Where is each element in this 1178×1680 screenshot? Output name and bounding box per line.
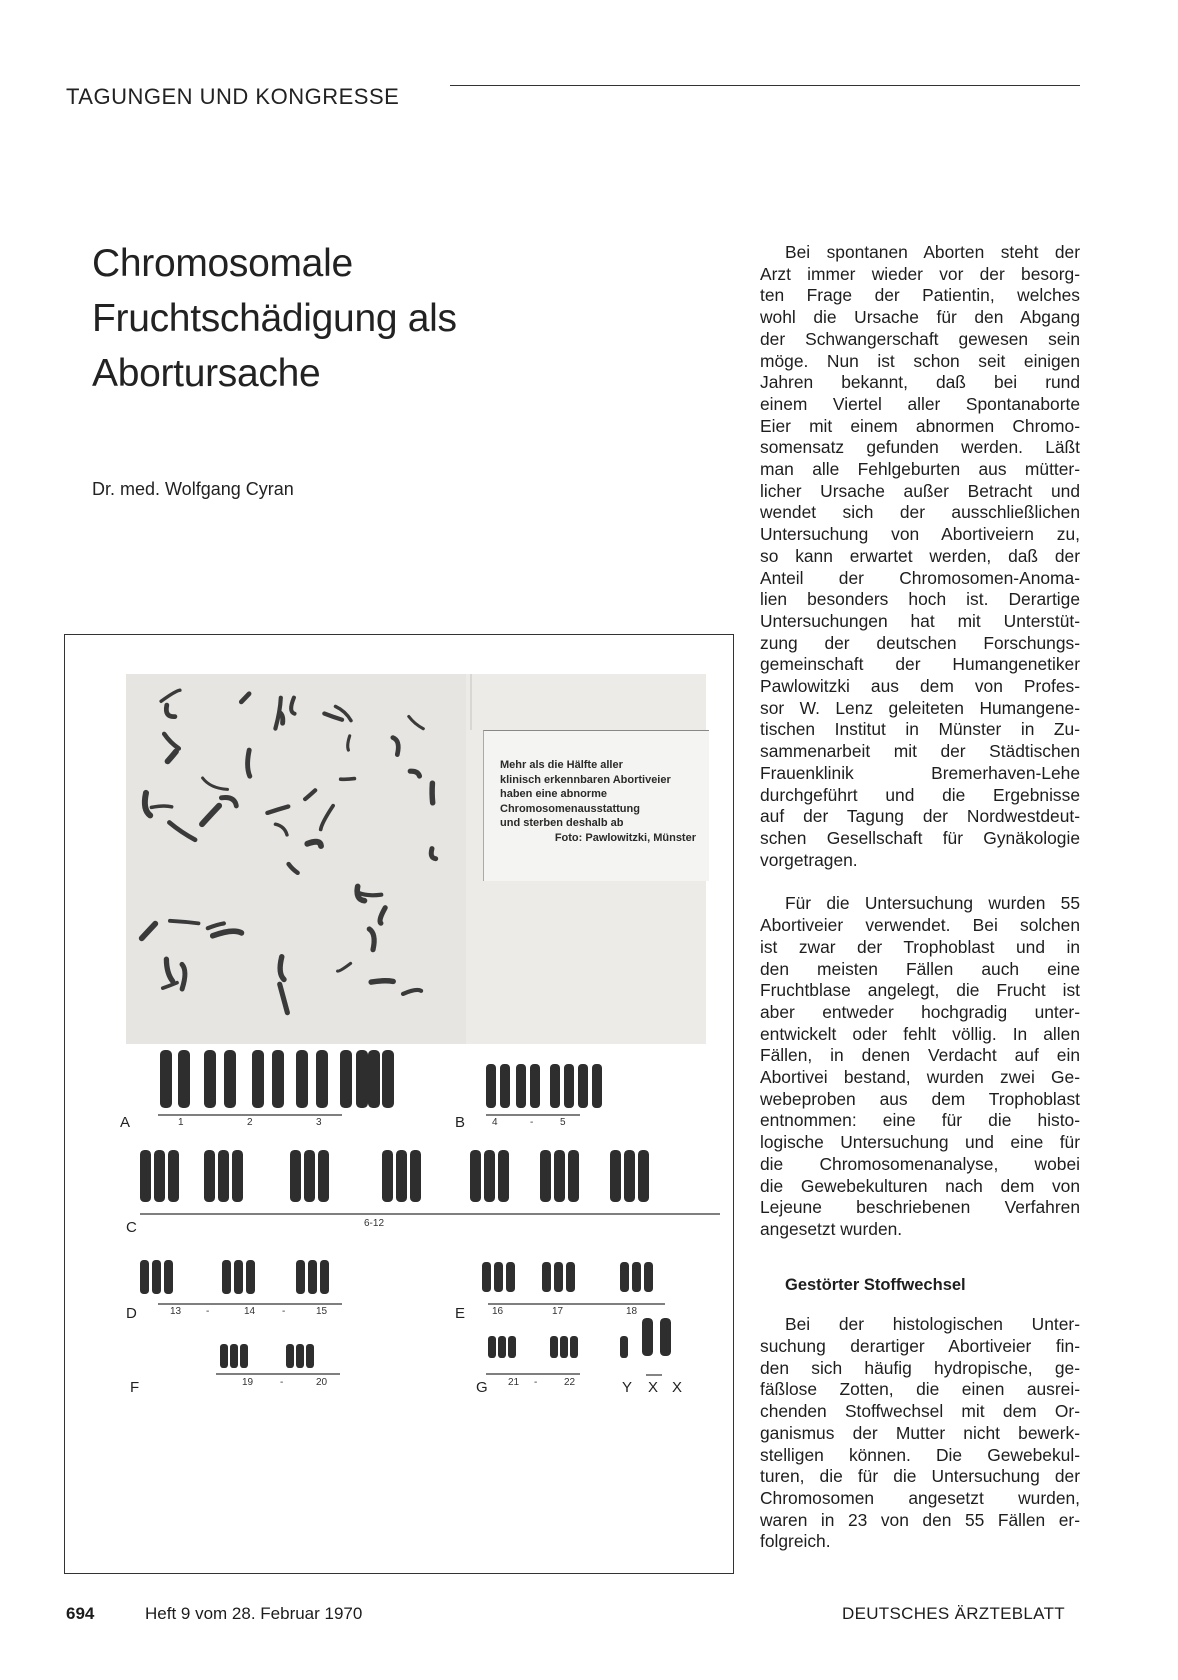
chromosome-mark <box>341 779 355 780</box>
group-label-D: D <box>126 1305 137 1322</box>
karyotype-chromosome <box>140 1260 149 1294</box>
karyotype-chromosome <box>246 1260 255 1294</box>
section-label: TAGUNGEN UND KONGRESSE <box>66 84 400 109</box>
caption-line: Chromosomenausstattung <box>500 802 640 815</box>
title-line: Abortursache <box>92 352 321 395</box>
chromosome-mark <box>151 806 171 807</box>
chromosome-number: 6-12 <box>364 1218 385 1229</box>
group-label-B: B <box>455 1114 466 1131</box>
karyotype-chromosome <box>554 1150 565 1202</box>
text-line: Für die Untersuchung wurden 55 <box>785 893 1080 914</box>
chromosome-number: - <box>206 1306 210 1317</box>
karyotype-chromosome <box>530 1064 540 1108</box>
karyotype-chromosome <box>308 1260 317 1294</box>
chromosome-number: 19 <box>242 1377 254 1388</box>
karyotype-chromosome <box>152 1260 161 1294</box>
karyotype-chromosome <box>396 1150 407 1202</box>
karyotype-chromosome <box>290 1150 301 1202</box>
group-label-A: A <box>120 1114 131 1131</box>
text-line: schen Gesellschaft für Gynäkologie <box>760 827 1080 848</box>
text-line: ganismus der Mutter nicht bewerk- <box>760 1422 1080 1443</box>
text-line: vorgetragen. <box>760 849 858 870</box>
karyotype-chromosome <box>340 1050 352 1108</box>
chromosome-number: 4 <box>492 1117 498 1128</box>
text-line: Untersuchungen hat mit Unterstüt- <box>760 610 1080 631</box>
paragraph <box>760 1314 1080 1553</box>
text-line: man alle Fehlgeburten aus mütter- <box>760 459 1080 480</box>
karyotype-chromosome <box>516 1064 526 1108</box>
text-line: stelligen können. Die Gewebekul- <box>760 1444 1080 1465</box>
karyotype-chromosome <box>642 1318 653 1356</box>
group-label-C: C <box>126 1219 137 1236</box>
text-line: fäßlose Zotten, die einen ausrei- <box>760 1379 1080 1400</box>
text-line: Fällen, in denen Verdacht auf ein <box>760 1045 1080 1066</box>
chromosome-number: 18 <box>626 1306 638 1317</box>
text-line: Eier mit einem abnormen Chromo- <box>760 415 1080 436</box>
text-line: auf der Tagung der Nordwestdeut- <box>760 806 1080 827</box>
text-line: suchung derartiger Abortiveier fin- <box>760 1336 1080 1357</box>
text-line: chenden Stoffwechsel mit dem Or- <box>760 1401 1080 1422</box>
karyotype-chromosome <box>660 1318 671 1356</box>
text-line: Anteil der Chromosomen-Anoma- <box>760 567 1080 588</box>
karyotype-chromosome <box>542 1262 551 1292</box>
karyotype-chromosome <box>160 1050 172 1108</box>
text-line: somensatz gefunden werden. Läßt <box>760 437 1080 458</box>
karyotype-chromosome <box>610 1150 621 1202</box>
karyotype-chromosome <box>568 1150 579 1202</box>
karyotype-chart <box>120 1050 720 1570</box>
karyotype-chromosome <box>234 1260 243 1294</box>
text-line: turen, die für die Untersuchung der <box>760 1466 1080 1487</box>
karyotype-chromosome <box>550 1336 558 1358</box>
chromosome-number: 2 <box>247 1117 253 1128</box>
text-line: sor W. Lenz geleiteten Humangene- <box>760 697 1080 718</box>
karyotype-chromosome <box>204 1050 216 1108</box>
karyotype-chromosome <box>410 1150 421 1202</box>
chromosome-mark <box>182 964 185 989</box>
author: Dr. med. Wolfgang Cyran <box>92 479 294 499</box>
text-line: zung der deutschen Forschungs- <box>760 632 1080 653</box>
photo-credit: Foto: Pawlowitzki, Münster <box>554 831 696 844</box>
karyotype-chromosome <box>498 1150 509 1202</box>
karyotype-chromosome <box>540 1150 551 1202</box>
text-line: entwickelt oder fehlt völlig. In allen <box>760 1023 1080 1044</box>
text-line: entnommen: eine für die histo- <box>760 1110 1080 1131</box>
figure-caption-box <box>483 730 709 881</box>
karyotype-chromosome <box>272 1050 284 1108</box>
text-line: ten Frage der Patientin, welches <box>760 285 1080 306</box>
text-line: folgreich. <box>760 1531 831 1552</box>
issue-info: Heft 9 vom 28. Februar 1970 <box>145 1604 363 1623</box>
karyotype-chromosome <box>318 1150 329 1202</box>
karyotype-chromosome <box>560 1336 568 1358</box>
karyotype-chromosome <box>550 1064 560 1108</box>
text-line: logische Untersuchung und eine für <box>760 1132 1080 1153</box>
chromosome-number: - <box>534 1377 538 1388</box>
karyotype-chromosome <box>140 1150 151 1202</box>
group-label-G: G <box>476 1379 488 1396</box>
karyotype-chromosome <box>252 1050 264 1108</box>
text-line: licher Ursache außer Betracht und <box>760 480 1080 501</box>
text-line: sammenarbeit mit der Städtischen <box>760 741 1080 762</box>
chromosome-number: 3 <box>316 1117 322 1128</box>
text-line: Arzt immer wieder vor der besorg- <box>760 263 1080 284</box>
karyotype-chromosome <box>382 1050 394 1108</box>
group-label-E: E <box>455 1305 466 1322</box>
text-line: Abortiveier verwendet. Bei solchen <box>760 915 1080 936</box>
chromosome-number: 22 <box>564 1377 576 1388</box>
sex-chromosome-label: X <box>648 1379 659 1396</box>
text-line: waren in 23 von den 55 Fällen er- <box>760 1509 1080 1530</box>
paragraph <box>760 242 1080 871</box>
karyotype-chromosome <box>488 1336 496 1358</box>
text-line: einem Viertel aller Spontanaborte <box>760 393 1080 414</box>
caption-line: und sterben deshalb ab <box>500 817 624 829</box>
group-label-F: F <box>130 1379 140 1396</box>
karyotype-chromosome <box>154 1150 165 1202</box>
karyotype-chromosome <box>224 1050 236 1108</box>
karyotype-chromosome <box>220 1344 228 1368</box>
karyotype-chromosome <box>204 1150 215 1202</box>
karyotype-chromosome <box>484 1150 495 1202</box>
karyotype-chromosome <box>592 1064 602 1108</box>
text-line: so kann erwartet werden, daß der <box>760 545 1080 566</box>
title-line: Fruchtschädigung als <box>92 297 457 340</box>
karyotype-chromosome <box>638 1150 649 1202</box>
karyotype-chromosome <box>624 1150 635 1202</box>
chromosome-mark <box>432 783 433 803</box>
sex-chromosome-label: Y <box>622 1379 633 1396</box>
text-line: durchgeführt und die Ergebnisse <box>760 784 1080 805</box>
text-line: Abortivei bestand, wurden zwei Ge- <box>760 1067 1080 1088</box>
chromosome-number: 5 <box>560 1117 566 1128</box>
caption-line: klinisch erkennbaren Abortiveier <box>500 773 671 786</box>
text-line: angesetzt wurden. <box>760 1218 903 1239</box>
text-line: die Chromosomenanalyse, wobei <box>760 1153 1080 1174</box>
text-line: ist zwar der Trophoblast und in <box>760 936 1080 957</box>
text-line: Pawlowitzki aus dem von Profes- <box>760 676 1080 697</box>
caption-line: Mehr als die Hälfte aller <box>500 759 623 771</box>
karyotype-chromosome <box>498 1336 506 1358</box>
text-line: Lejeune beschriebenen Verfahren <box>760 1197 1080 1218</box>
text-line: Bei spontanen Aborten steht der <box>785 242 1080 262</box>
karyotype-chromosome <box>644 1262 653 1292</box>
text-line: die Gewebekulturen nach dem von <box>760 1175 1080 1196</box>
text-line: Fruchtblase angelegt, die Frucht ist <box>760 980 1080 1001</box>
text-line: den sich häufig hydropische, ge- <box>760 1357 1080 1378</box>
chromosome-number: 20 <box>316 1377 328 1388</box>
chromosome-number: 13 <box>170 1306 182 1317</box>
text-line: möge. Nun ist schon seit einigen <box>760 350 1080 371</box>
karyotype-chromosome <box>494 1262 503 1292</box>
karyotype-chromosome <box>296 1050 308 1108</box>
title-line: Chromosomale <box>92 242 353 285</box>
karyotype-chromosome <box>482 1262 491 1292</box>
karyotype-chromosome <box>304 1150 315 1202</box>
karyotype-chromosome <box>566 1262 575 1292</box>
karyotype-chromosome <box>168 1150 179 1202</box>
text-line: den meisten Fällen auch eine <box>760 958 1080 979</box>
karyotype-chromosome <box>306 1344 314 1368</box>
karyotype-chromosome <box>164 1260 173 1294</box>
chromosome-number: 17 <box>552 1306 564 1317</box>
figure-caption <box>500 758 700 845</box>
caption-line: haben eine abnorme <box>500 788 607 800</box>
karyotype-chromosome <box>222 1260 231 1294</box>
chromosome-number: 21 <box>508 1377 520 1388</box>
karyotype-chromosome <box>320 1260 329 1294</box>
text-line: Chromosomen angesetzt wurden, <box>760 1487 1080 1508</box>
karyotype-chromosome <box>232 1150 243 1202</box>
chromosome-number: 16 <box>492 1306 504 1317</box>
section-heading: Gestörter Stoffwechsel <box>785 1275 966 1294</box>
karyotype-chromosome <box>218 1150 229 1202</box>
chromosome-mark <box>359 893 381 895</box>
text-line: aber entweder hochgradig unter- <box>760 1001 1080 1022</box>
karyotype-chromosome <box>620 1262 629 1292</box>
text-line: Jahren bekannt, daß bei rund <box>760 372 1080 393</box>
text-line: der Schwangerschaft gewesen sein <box>760 328 1080 349</box>
karyotype-chromosome <box>316 1050 328 1108</box>
text-line: Frauenklinik Bremerhaven-Lehe <box>760 762 1080 783</box>
text-line: webeproben aus dem Trophoblast <box>760 1088 1080 1109</box>
journal-name: DEUTSCHES ÄRZTEBLATT <box>842 1604 1065 1623</box>
text-line: tischen Institut in Münster in Zu- <box>760 719 1080 740</box>
karyotype-chromosome <box>578 1064 588 1108</box>
text-line: wohl die Ursache für den Abgang <box>760 307 1080 328</box>
text-line: Bei der histologischen Unter- <box>785 1314 1080 1335</box>
text-line: Untersuchung von Abortiveiern zu, <box>760 524 1080 545</box>
karyotype-chromosome <box>230 1344 238 1368</box>
chromosome-number: - <box>530 1117 534 1128</box>
paragraph <box>760 893 1080 1240</box>
karyotype-chromosome <box>382 1150 393 1202</box>
karyotype-chromosome <box>500 1064 510 1108</box>
karyotype-chromosome <box>240 1344 248 1368</box>
karyotype-chromosome <box>554 1262 563 1292</box>
karyotype-chromosome <box>296 1344 304 1368</box>
karyotype-chromosome <box>506 1262 515 1292</box>
karyotype-chromosome <box>564 1064 574 1108</box>
header-rule <box>450 85 1080 86</box>
karyotype-chromosome <box>356 1050 368 1108</box>
chromosome-mark <box>248 750 250 776</box>
karyotype-chromosome <box>486 1064 496 1108</box>
chromosome-number: - <box>280 1377 284 1388</box>
sex-chromosome-label: X <box>672 1379 683 1396</box>
chromosome-number: 15 <box>316 1306 328 1317</box>
karyotype-chromosome <box>296 1260 305 1294</box>
text-line: lien besonders hoch ist. Derartige <box>760 589 1080 610</box>
chromosome-mark <box>371 981 393 982</box>
text-line: gemeinschaft der Humangenetiker <box>760 654 1080 675</box>
article-title <box>92 236 592 401</box>
chromosome-number: 1 <box>178 1117 184 1128</box>
karyotype-chromosome <box>620 1336 628 1358</box>
karyotype-chromosome <box>470 1150 481 1202</box>
karyotype-chromosome <box>368 1050 380 1108</box>
karyotype-chromosome <box>508 1336 516 1358</box>
karyotype-chromosome <box>178 1050 190 1108</box>
chromosome-number: - <box>282 1306 286 1317</box>
text-line: wendet sich der ausschließlichen <box>760 502 1080 523</box>
article-body <box>760 242 1080 1553</box>
karyotype-chromosome <box>570 1336 578 1358</box>
karyotype-chromosome <box>286 1344 294 1368</box>
page-number: 694 <box>66 1604 95 1623</box>
karyotype-chromosome <box>632 1262 641 1292</box>
chromosome-number: 14 <box>244 1306 256 1317</box>
